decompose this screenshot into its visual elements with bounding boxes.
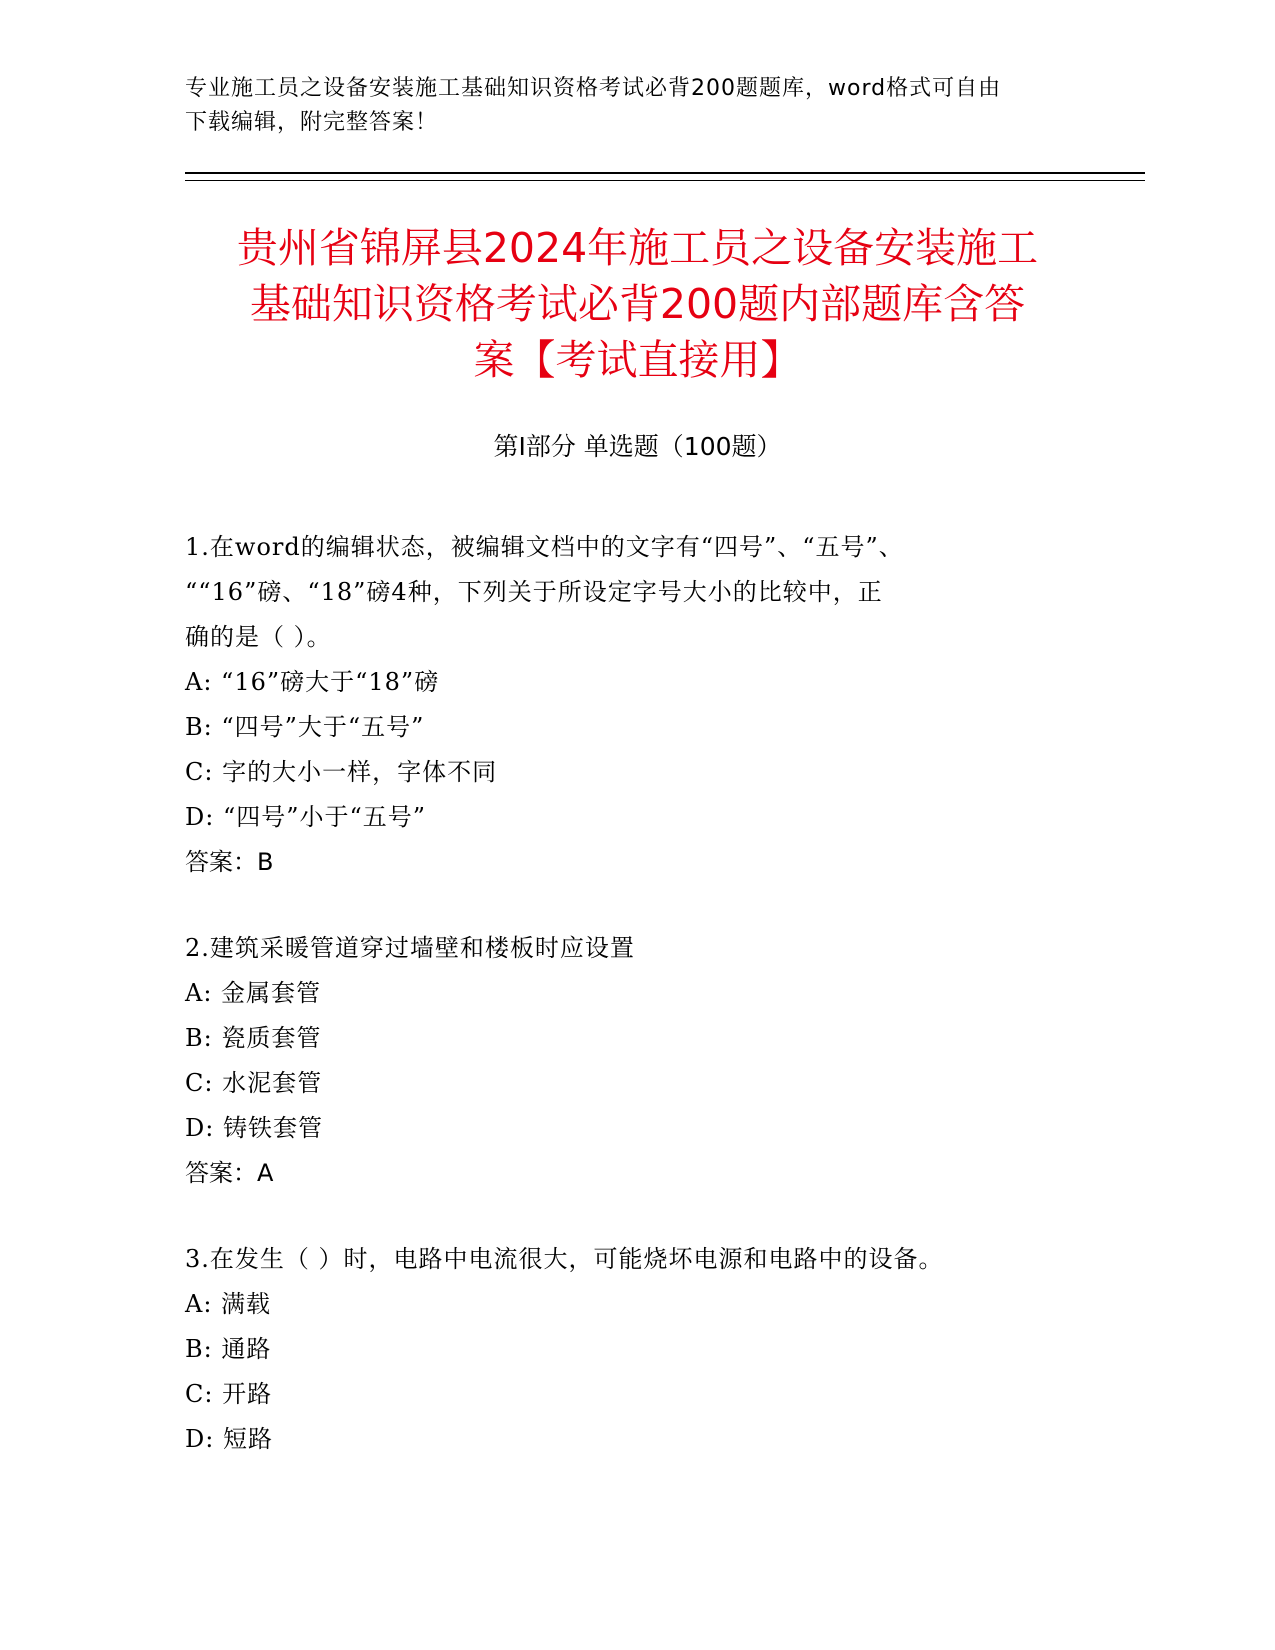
header-note-line-2: 下载编辑，附完整答案！ — [185, 110, 439, 135]
document-title-line-1: 贵州省锦屏县2024年施工员之设备安装施工 — [236, 224, 1039, 272]
answer-line: 答案：B — [185, 848, 274, 876]
answer-line: 答案：A — [185, 1159, 274, 1187]
document-title-line-3: 案【考试直接用】 — [473, 336, 802, 384]
question-stem: ““16”磅、“18”磅4种，下列关于所设定字号大小的比较中，正 — [185, 578, 883, 606]
option-d: D: 铸铁套管 — [185, 1114, 323, 1142]
option-c: C: 字的大小一样，字体不同 — [185, 758, 498, 786]
header-divider-thick — [185, 172, 1145, 174]
option-b: B: 通路 — [185, 1335, 272, 1363]
option-d: D: 短路 — [185, 1425, 273, 1453]
document-title-line-2: 基础知识资格考试必背200题内部题库含答 — [249, 280, 1026, 328]
question-stem: 3.在发生（ ）时，电路中电流很大，可能烧坏电源和电路中的设备。 — [185, 1245, 944, 1273]
option-b: B: “四号”大于“五号” — [185, 713, 425, 741]
question-stem: 确的是（ ）。 — [185, 623, 332, 651]
document-title — [175, 220, 1100, 388]
option-d: D: “四号”小于“五号” — [185, 803, 427, 831]
question-spacer — [185, 885, 1065, 926]
header-divider-thin — [185, 180, 1145, 181]
question-item — [185, 525, 1065, 885]
question-stem: 2.建筑采暖管道穿过墙壁和楼板时应设置 — [185, 934, 635, 962]
header-note — [185, 72, 1085, 140]
question-item — [185, 1237, 1065, 1462]
option-c: C: 开路 — [185, 1380, 273, 1408]
option-a: A: 金属套管 — [185, 979, 322, 1007]
question-item — [185, 926, 1065, 1196]
question-spacer — [185, 1196, 1065, 1237]
option-a: A: 满载 — [185, 1290, 272, 1318]
option-a: A: “16”磅大于“18”磅 — [185, 668, 440, 696]
option-b: B: 瓷质套管 — [185, 1024, 322, 1052]
question-stem: 1.在word的编辑状态，被编辑文档中的文字有“四号”、“五号”、 — [185, 533, 904, 561]
option-c: C: 水泥套管 — [185, 1069, 323, 1097]
question-list — [185, 525, 1065, 1462]
header-note-line-1: 专业施工员之设备安装施工基础知识资格考试必背200题题库，word格式可自由 — [185, 76, 1002, 101]
section-heading: 第I部分 单选题（100题） — [493, 432, 782, 461]
